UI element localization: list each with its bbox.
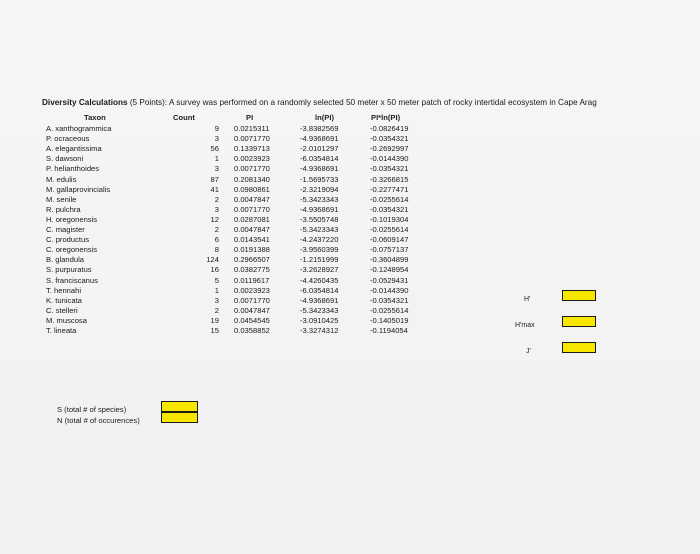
h-max-label: H'max xyxy=(515,322,535,329)
cell-count: 1 xyxy=(214,154,219,164)
cell-pi: 0.0454545 xyxy=(234,315,270,325)
cell-pilnpi: -0.0255614 xyxy=(370,305,409,315)
title-points: (5 Points) xyxy=(129,98,165,107)
cell-taxon: M. senile xyxy=(46,194,77,204)
cell-count: 2 xyxy=(214,225,219,234)
cell-pilnpi: -0.3266815 xyxy=(370,174,409,184)
cell-pi: 0.0071770 xyxy=(234,164,270,174)
cell-pi: 0.2081340 xyxy=(234,174,270,184)
cell-pilnpi: -0.0144390 xyxy=(370,154,409,164)
cell-pilnpi: -0.0144390 xyxy=(370,285,409,295)
h-prime-label: H' xyxy=(524,296,531,303)
cell-pilnpi: -0.0354321 xyxy=(370,164,409,174)
cell-pilnpi: -0.2692997 xyxy=(370,144,409,154)
cell-lnpi: -4.9368691 xyxy=(300,164,339,174)
cell-pilnpi: -0.1194054 xyxy=(370,326,408,335)
cell-pilnpi: -0.1019304 xyxy=(370,214,409,224)
cell-count: 87 xyxy=(210,174,219,184)
cell-pi: 0.0287081 xyxy=(234,214,270,224)
cell-lnpi: -5.3423343 xyxy=(300,305,339,315)
cell-taxon: R. pulchra xyxy=(46,204,81,214)
cell-taxon: T. hennahi xyxy=(46,285,82,295)
n-total-answer-box[interactable] xyxy=(161,412,198,423)
cell-lnpi: -2.3219094 xyxy=(300,184,339,194)
cell-pilnpi: -0.0609147 xyxy=(370,235,409,245)
h-prime-answer-box[interactable] xyxy=(562,290,596,301)
cell-lnpi: -3.5505748 xyxy=(300,214,339,224)
cell-lnpi: -4.9368691 xyxy=(300,134,339,144)
title-bold: Diversity Calculations xyxy=(42,98,128,107)
cell-pi: 0.0191388 xyxy=(234,245,270,255)
cell-lnpi: -4.9368691 xyxy=(300,295,339,305)
cell-pilnpi: -0.0354321 xyxy=(370,204,409,214)
cell-count: 124 xyxy=(206,255,219,265)
cell-taxon: H. oregonensis xyxy=(46,214,98,224)
cell-taxon: P. ocraceous xyxy=(46,134,90,144)
cell-lnpi: -3.2628927 xyxy=(300,265,339,275)
cell-pi: 0.0143541 xyxy=(234,235,270,245)
cell-lnpi: -3.3274312 xyxy=(300,326,339,335)
cell-lnpi: -5.3423343 xyxy=(300,194,339,204)
cell-pi: 0.0023923 xyxy=(234,154,270,164)
col-header-pi: PI xyxy=(246,113,254,122)
cell-taxon: C. magister xyxy=(46,225,85,234)
cell-taxon: S. franciscanus xyxy=(46,275,98,285)
cell-count: 56 xyxy=(210,144,219,154)
j-prime-answer-box[interactable] xyxy=(562,342,596,353)
n-total-label: N (total # of occurences) xyxy=(57,416,140,425)
cell-count: 3 xyxy=(214,295,219,305)
cell-pi: 0.1339713 xyxy=(234,144,270,154)
s-total-answer-box[interactable] xyxy=(161,401,198,412)
cell-taxon: P. helianthoides xyxy=(46,164,100,174)
cell-taxon: C. oregonensis xyxy=(46,245,98,255)
cell-pilnpi: -0.0757137 xyxy=(370,245,409,255)
cell-count: 9 xyxy=(214,124,219,133)
cell-pi: 0.0382775 xyxy=(234,265,270,275)
cell-lnpi: -1.5695733 xyxy=(300,174,339,184)
cell-taxon: M. muscosa xyxy=(46,315,87,325)
cell-pilnpi: -0.0529431 xyxy=(370,275,409,285)
cell-pi: 0.0119617 xyxy=(234,275,270,285)
cell-lnpi: -5.3423343 xyxy=(300,225,339,234)
cell-lnpi: -4.4260435 xyxy=(300,275,339,285)
worksheet-title xyxy=(42,98,692,107)
cell-taxon: C. stelleri xyxy=(46,305,78,315)
cell-pilnpi: -0.1248954 xyxy=(370,265,409,275)
cell-pi: 0.0215311 xyxy=(234,124,270,133)
cell-lnpi: -3.9560399 xyxy=(300,245,339,255)
cell-lnpi: -4.9368691 xyxy=(300,204,339,214)
cell-pi: 0.0071770 xyxy=(234,295,270,305)
cell-count: 41 xyxy=(210,184,219,194)
cell-pilnpi: -0.0354321 xyxy=(370,295,409,305)
cell-count: 6 xyxy=(214,235,219,245)
cell-lnpi: -1.2151999 xyxy=(300,255,339,265)
cell-count: 1 xyxy=(214,285,219,295)
cell-count: 8 xyxy=(214,245,219,255)
cell-count: 3 xyxy=(214,204,219,214)
cell-count: 16 xyxy=(210,265,219,275)
cell-lnpi: -4.2437220 xyxy=(300,235,339,245)
cell-pilnpi: -0.0354321 xyxy=(370,134,409,144)
cell-pi: 0.0047847 xyxy=(234,194,270,204)
cell-count: 3 xyxy=(214,164,219,174)
j-prime-label: J' xyxy=(526,348,531,355)
cell-count: 2 xyxy=(214,194,219,204)
cell-pilnpi: -0.0255614 xyxy=(370,194,409,204)
col-header-taxon: Taxon xyxy=(84,113,106,122)
col-header-pilnpi: PI*ln(PI) xyxy=(371,113,401,122)
cell-pi: 0.0071770 xyxy=(234,134,270,144)
cell-taxon: K. tunicata xyxy=(46,295,82,305)
cell-taxon: C. productus xyxy=(46,235,90,245)
cell-taxon: A. elegantissima xyxy=(46,144,102,154)
col-header-count: Count xyxy=(173,113,195,122)
cell-pi: 0.0071770 xyxy=(234,204,270,214)
cell-taxon: S. dawsoni xyxy=(46,154,84,164)
cell-pi: 0.0980861 xyxy=(234,184,270,194)
cell-pilnpi: -0.0255614 xyxy=(370,225,409,234)
cell-taxon: S. purpuratus xyxy=(46,265,92,275)
cell-taxon: T. lineata xyxy=(46,326,77,335)
cell-lnpi: -6.0354814 xyxy=(300,154,339,164)
cell-lnpi: -2.0101297 xyxy=(300,144,339,154)
title-text: : A survey was performed on a randomly selected 50 meter x 50 meter patch of rocky intertidal ecosystem in Cape Arag xyxy=(164,98,597,107)
cell-pi: 0.0023923 xyxy=(234,285,270,295)
cell-pi: 0.2966507 xyxy=(234,255,270,265)
cell-pi: 0.0047847 xyxy=(234,305,270,315)
cell-taxon: M. gallaprovincialis xyxy=(46,184,111,194)
cell-taxon: B. glandula xyxy=(46,255,84,265)
cell-count: 19 xyxy=(210,315,219,325)
cell-pilnpi: -0.2277471 xyxy=(370,184,409,194)
cell-count: 3 xyxy=(214,134,219,144)
cell-count: 2 xyxy=(214,305,219,315)
h-max-answer-box[interactable] xyxy=(562,316,596,327)
cell-taxon: M. edulis xyxy=(46,174,77,184)
cell-lnpi: -6.0354814 xyxy=(300,285,339,295)
cell-count: 5 xyxy=(214,275,219,285)
cell-pilnpi: -0.0826419 xyxy=(370,124,409,133)
cell-lnpi: -3.8382569 xyxy=(300,124,339,133)
cell-lnpi: -3.0910425 xyxy=(300,315,339,325)
col-header-lnpi: ln(PI) xyxy=(315,113,334,122)
cell-pi: 0.0358852 xyxy=(234,326,270,335)
s-total-label: S (total # of species) xyxy=(57,405,127,414)
cell-count: 12 xyxy=(210,214,219,224)
cell-taxon: A. xanthogrammica xyxy=(46,124,112,133)
cell-pi: 0.0047847 xyxy=(234,225,270,234)
cell-pilnpi: -0.3604899 xyxy=(370,255,409,265)
cell-pilnpi: -0.1405019 xyxy=(370,315,409,325)
cell-count: 15 xyxy=(210,326,219,335)
